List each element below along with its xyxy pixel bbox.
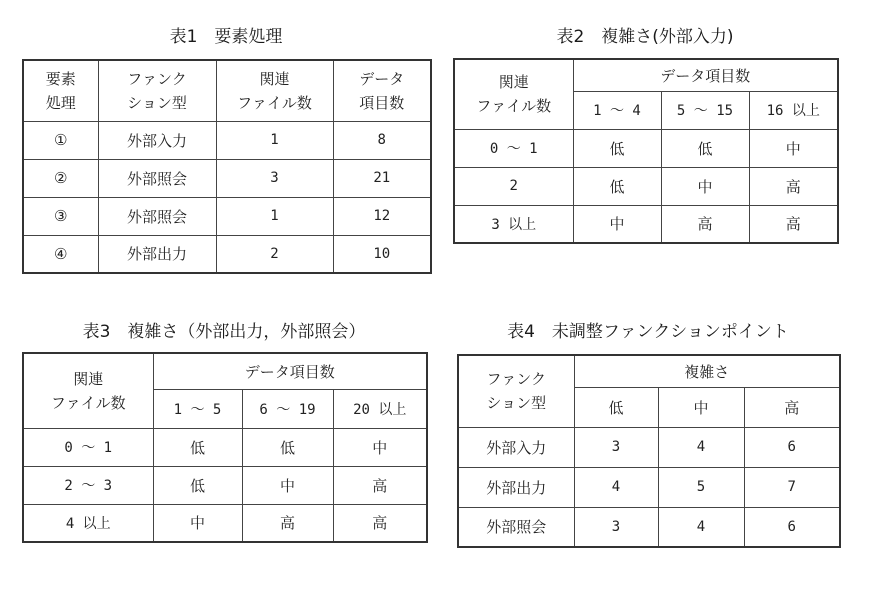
table-cell: 1 [216, 197, 333, 235]
table-cell: 3 [574, 507, 658, 547]
table-row [458, 507, 840, 547]
table1-header-cell: ファンク ション型 [98, 60, 216, 121]
table-row [458, 427, 840, 467]
table-cell: 5 [658, 467, 744, 507]
table3-col-header: 20 以上 [333, 389, 427, 428]
table-cell: 低 [661, 129, 749, 167]
table-cell: 4 [574, 467, 658, 507]
table4-col-header: 高 [744, 387, 840, 427]
table1-header-cell: データ 項目数 [333, 60, 431, 121]
table-cell: 中 [661, 167, 749, 205]
table-cell: 21 [333, 159, 431, 197]
table4-group-header: 複雑さ [574, 355, 840, 387]
table3 [22, 352, 428, 543]
table-cell: ① [23, 121, 98, 159]
table-row [23, 159, 431, 197]
table-cell: 外部入力 [98, 121, 216, 159]
table-cell: 外部照会 [98, 159, 216, 197]
table4-row-header: ファンク ション型 [458, 355, 574, 427]
table-row-label: 外部入力 [458, 427, 574, 467]
table-cell: 10 [333, 235, 431, 273]
table-row-label: 4 以上 [23, 504, 153, 542]
table1 [22, 59, 432, 274]
table-row-label: 0 ～ 1 [23, 428, 153, 466]
table3-block [22, 321, 428, 543]
table2-caption: 表2 複雑さ(外部入力) [556, 27, 734, 47]
table2-header-row [454, 59, 838, 91]
table2-row-header: 関連 ファイル数 [454, 59, 573, 129]
table-row [458, 467, 840, 507]
table2 [453, 58, 839, 244]
table1-caption: 表1 要素処理 [169, 27, 283, 47]
table-cell: 8 [333, 121, 431, 159]
table-cell: 中 [749, 129, 838, 167]
table1-header-cell: 要素 処理 [23, 60, 98, 121]
table4 [457, 354, 841, 548]
table3-caption: 表3 複雑さ（外部出力，外部照会） [82, 322, 366, 342]
table-cell: 6 [744, 507, 840, 547]
table-cell: 外部照会 [98, 197, 216, 235]
table-cell: 高 [333, 504, 427, 542]
table-cell: 低 [153, 466, 242, 504]
table-row [23, 504, 427, 542]
table-row-label: 2 ～ 3 [23, 466, 153, 504]
table-cell: 低 [573, 129, 661, 167]
table1-header-cell: 関連 ファイル数 [216, 60, 333, 121]
table-cell: 低 [242, 428, 333, 466]
table-row [23, 235, 431, 273]
table3-col-header: 1 ～ 5 [153, 389, 242, 428]
table-cell: 高 [333, 466, 427, 504]
table-row-label: 0 ～ 1 [454, 129, 573, 167]
table-cell: 中 [333, 428, 427, 466]
table-row-label: 3 以上 [454, 205, 573, 243]
table-cell: 3 [216, 159, 333, 197]
table3-header-row [23, 353, 427, 389]
table4-col-header: 中 [658, 387, 744, 427]
table2-col-header: 5 ～ 15 [661, 91, 749, 129]
table-cell: 12 [333, 197, 431, 235]
table-row [23, 428, 427, 466]
table2-col-header: 1 ～ 4 [573, 91, 661, 129]
table4-col-header: 低 [574, 387, 658, 427]
table-row [454, 205, 838, 243]
table-cell: ④ [23, 235, 98, 273]
table4-block [457, 321, 841, 548]
table-cell: 中 [573, 205, 661, 243]
table-cell: 7 [744, 467, 840, 507]
table-cell: 2 [216, 235, 333, 273]
table-row [454, 167, 838, 205]
table-cell: 高 [242, 504, 333, 542]
table1-header-row [23, 60, 431, 121]
table-cell: 4 [658, 427, 744, 467]
table3-group-header: データ項目数 [153, 353, 427, 389]
table-row [23, 121, 431, 159]
table2-group-header: データ項目数 [573, 59, 838, 91]
table-row-label: 2 [454, 167, 573, 205]
table-row [23, 197, 431, 235]
table-row [454, 129, 838, 167]
table4-caption: 表4 未調整ファンクションポイント [507, 322, 789, 342]
table-row-label: 外部出力 [458, 467, 574, 507]
table-cell: 高 [661, 205, 749, 243]
table-cell: 1 [216, 121, 333, 159]
table-cell: 3 [574, 427, 658, 467]
table-cell: 6 [744, 427, 840, 467]
table-row [23, 466, 427, 504]
table3-col-header: 6 ～ 19 [242, 389, 333, 428]
table-cell: 外部出力 [98, 235, 216, 273]
table-cell: ③ [23, 197, 98, 235]
table-cell: 低 [573, 167, 661, 205]
table-cell: 4 [658, 507, 744, 547]
table-cell: 高 [749, 205, 838, 243]
table2-col-header: 16 以上 [749, 91, 838, 129]
table4-header-row [458, 355, 840, 387]
table-row-label: 外部照会 [458, 507, 574, 547]
table2-block [453, 26, 839, 244]
table-cell: 低 [153, 428, 242, 466]
table3-row-header: 関連 ファイル数 [23, 353, 153, 428]
table1-block [22, 26, 432, 274]
table-cell: 高 [749, 167, 838, 205]
table-cell: 中 [242, 466, 333, 504]
table-cell: 中 [153, 504, 242, 542]
table-cell: ② [23, 159, 98, 197]
